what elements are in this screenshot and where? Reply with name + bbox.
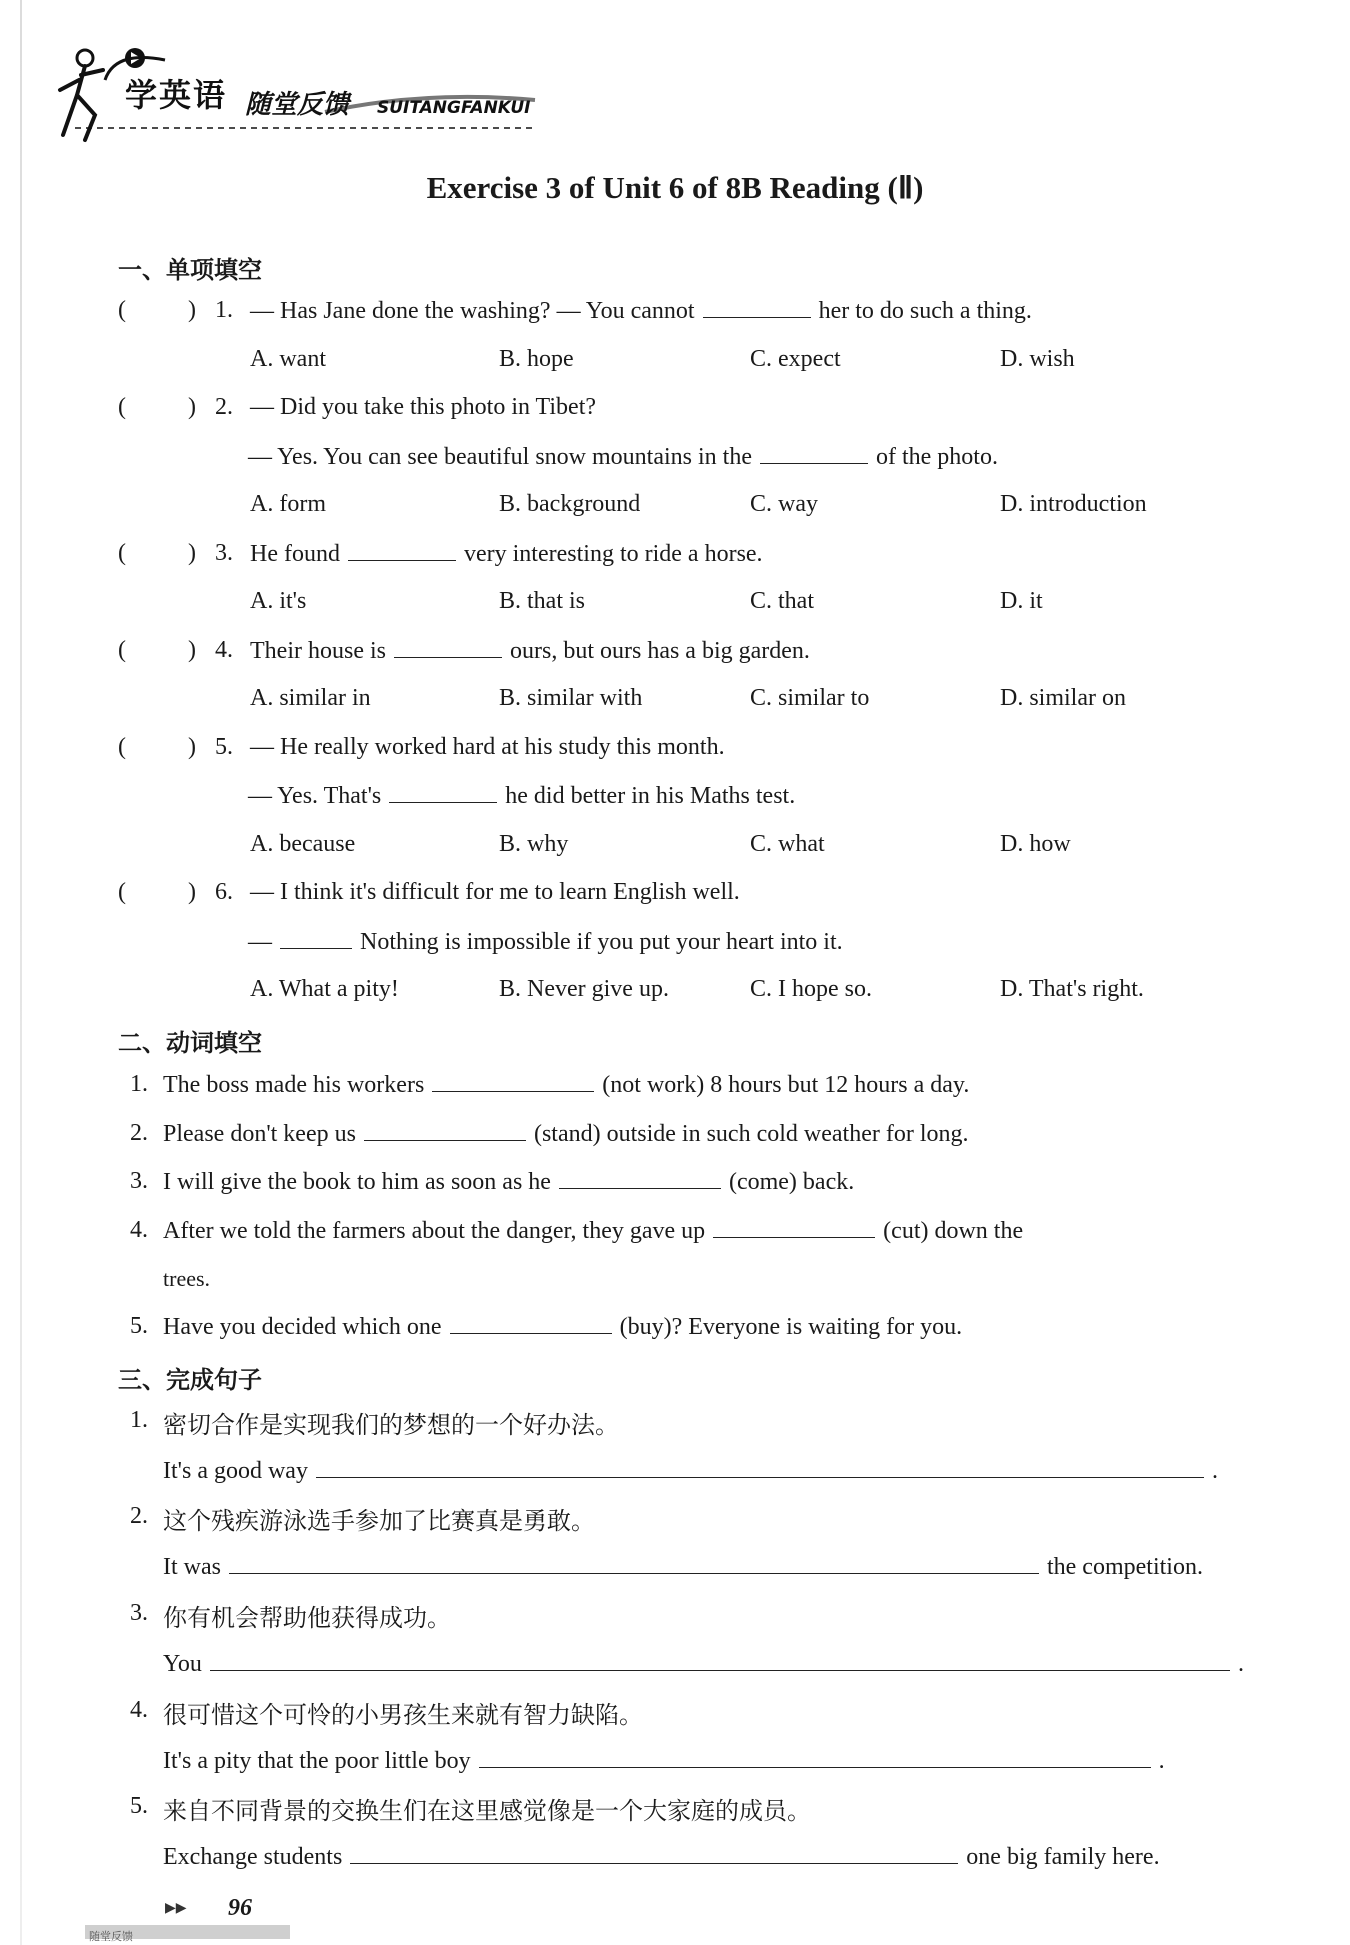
translation-start: It was: [163, 1554, 221, 1580]
page-edge: [20, 0, 22, 1945]
translation-line: [163, 1551, 1203, 1581]
item-text-part: Have you decided which one: [163, 1314, 442, 1340]
option-a[interactable]: A. it's: [250, 588, 307, 614]
answer-blank[interactable]: [389, 782, 497, 803]
answer-blank[interactable]: [450, 1313, 612, 1334]
option-b[interactable]: B. background: [499, 491, 641, 517]
translation-start: You: [163, 1651, 202, 1677]
answer-blank[interactable]: [432, 1071, 594, 1092]
item-text-part: I will give the book to him as soon as he: [163, 1169, 551, 1195]
item-text-part: (stand) outside in such cold weather for long.: [533, 1121, 969, 1147]
item-number: 4.: [130, 1697, 148, 1723]
item-number: 2.: [130, 1503, 148, 1529]
option-a[interactable]: A. What a pity!: [250, 976, 399, 1002]
question-text-part: — Has Jane done the washing? — You cannot: [250, 298, 695, 324]
option-b[interactable]: B. similar with: [499, 685, 643, 711]
chinese-prompt: 你有机会帮助他获得成功。: [163, 1604, 451, 1632]
question-text-part: — I think it's difficult for me to learn English well.: [250, 879, 740, 905]
question-number: 6.: [215, 879, 233, 905]
answer-blank[interactable]: [210, 1648, 1230, 1671]
question-text-part: He found: [250, 540, 340, 567]
question-text: [250, 637, 810, 665]
item-text: [163, 1120, 969, 1148]
question-text: [250, 540, 763, 568]
answer-bracket[interactable]: ( ): [118, 733, 196, 760]
question-number: 5.: [215, 733, 233, 760]
option-c[interactable]: C. similar to: [750, 685, 870, 711]
option-d[interactable]: D. how: [1000, 830, 1071, 857]
answer-bracket[interactable]: ( ): [118, 636, 196, 663]
translation-start: It's a good way: [163, 1458, 308, 1484]
translation-start: Exchange students: [163, 1844, 343, 1870]
answer-blank[interactable]: [559, 1168, 721, 1189]
brand-chinese-sub: 随堂反馈: [245, 90, 350, 120]
item-text-part: (not work) 8 hours but 12 hours a day.: [602, 1072, 970, 1098]
item-text-cont: trees.: [163, 1266, 211, 1291]
item-text: [163, 1217, 1023, 1245]
item-text: [163, 1071, 969, 1099]
item-text-part: (cut) down the: [883, 1218, 1024, 1244]
option-c[interactable]: C. way: [750, 491, 818, 517]
question-number: 4.: [215, 636, 233, 663]
option-d[interactable]: D. it: [1000, 588, 1043, 614]
option-d[interactable]: D. wish: [1000, 345, 1075, 372]
translation-line: [163, 1841, 1160, 1871]
question-text-part: Nothing is impossible if you put your heart into it.: [360, 928, 843, 955]
question-text: [248, 928, 843, 956]
answer-blank[interactable]: [394, 637, 502, 658]
item-number: 3.: [130, 1168, 148, 1194]
answer-bracket[interactable]: ( ): [118, 394, 196, 420]
item-text: [163, 1168, 854, 1196]
item-number: 5.: [130, 1793, 148, 1819]
chinese-prompt: 密切合作是实现我们的梦想的一个好办法。: [163, 1411, 619, 1439]
question-text-part: ours, but ours has a big garden.: [509, 637, 810, 664]
question-text-part: he did better in his Maths test.: [505, 783, 796, 809]
question-text-part: — Yes. That's: [248, 783, 382, 809]
option-c[interactable]: C. that: [750, 588, 814, 614]
item-number: 1.: [130, 1407, 148, 1433]
answer-blank[interactable]: [229, 1551, 1039, 1574]
translation-end: .: [1158, 1748, 1165, 1774]
translation-end: .: [1211, 1458, 1218, 1484]
question-text: [250, 297, 1032, 325]
option-c[interactable]: C. I hope so.: [750, 976, 872, 1002]
item-text: [163, 1313, 962, 1341]
translation-start: It's a pity that the poor little boy: [163, 1748, 471, 1774]
option-b[interactable]: B. hope: [499, 345, 574, 372]
answer-blank[interactable]: [350, 1841, 958, 1864]
question-text-part: her to do such a thing.: [818, 298, 1032, 324]
option-a[interactable]: A. want: [250, 345, 326, 372]
option-c[interactable]: C. what: [750, 830, 825, 857]
question-text: [250, 879, 740, 906]
question-text-part: very interesting to ride a horse.: [463, 540, 763, 567]
question-text-part: — He really worked hard at his study this month.: [250, 733, 725, 760]
question-text: [250, 734, 725, 761]
translation-line: [163, 1455, 1218, 1485]
chinese-prompt: 很可惜这个可怜的小男孩生来就有智力缺陷。: [163, 1701, 643, 1729]
question-text: [248, 782, 795, 810]
translation-end: the competition.: [1046, 1554, 1203, 1580]
item-number: 1.: [130, 1071, 148, 1097]
question-text-part: of the photo.: [875, 443, 998, 470]
section3-heading: 三、完成句子: [118, 1366, 262, 1394]
question-text-part: —: [248, 928, 272, 955]
section1-heading: 一、单项填空: [118, 256, 262, 284]
answer-blank[interactable]: [316, 1455, 1204, 1478]
translation-line: [163, 1648, 1244, 1678]
item-text-part: (come) back.: [728, 1169, 855, 1195]
question-text-part: — Yes. You can see beautiful snow mountains in the: [248, 443, 752, 470]
item-number: 5.: [130, 1313, 148, 1339]
option-d[interactable]: D. That's right.: [1000, 976, 1144, 1002]
item-text-part: (buy)? Everyone is waiting for you.: [619, 1314, 963, 1340]
item-number: 4.: [130, 1217, 148, 1243]
item-number: 2.: [130, 1120, 148, 1146]
brand-chinese: 学英语: [125, 76, 228, 114]
option-a[interactable]: A. similar in: [250, 685, 371, 711]
option-b[interactable]: B. that is: [499, 588, 586, 614]
answer-blank[interactable]: [348, 540, 456, 561]
item-number: 3.: [130, 1600, 148, 1626]
page-number: 96: [228, 1895, 252, 1921]
translation-end: one big family here.: [966, 1844, 1160, 1870]
question-number: 2.: [215, 394, 233, 420]
item-text-part: After we told the farmers about the danger, they gave up: [163, 1218, 706, 1244]
chinese-prompt: 来自不同背景的交换生们在这里感觉像是一个大家庭的成员。: [163, 1797, 811, 1825]
option-d[interactable]: D. similar on: [1000, 685, 1126, 711]
page-title: Exercise 3 of Unit 6 of 8B Reading (Ⅱ): [426, 170, 924, 205]
chinese-prompt: 这个残疾游泳选手参加了比赛真是勇敢。: [163, 1507, 595, 1535]
answer-blank[interactable]: [479, 1745, 1151, 1768]
header-logo: [55, 40, 555, 150]
question-text-part: Their house is: [250, 637, 386, 664]
answer-bracket[interactable]: ( ): [118, 297, 196, 323]
option-a[interactable]: A. because: [250, 830, 356, 857]
answer-blank[interactable]: [703, 297, 811, 318]
arrow-icon: ▶▶: [165, 1900, 187, 1916]
option-c[interactable]: C. expect: [750, 345, 841, 372]
option-b[interactable]: B. Never give up.: [499, 976, 669, 1002]
item-text-part: Please don't keep us: [163, 1121, 356, 1147]
brand-pinyin: SUITANGFANKUI: [377, 98, 531, 118]
question-text: [250, 394, 596, 421]
question-text: [248, 443, 998, 471]
answer-blank[interactable]: [364, 1120, 526, 1141]
answer-blank[interactable]: [280, 928, 352, 949]
question-number: 1.: [215, 297, 233, 323]
footer-bar-text: 随堂反馈: [89, 1930, 133, 1943]
question-number: 3.: [215, 539, 233, 566]
answer-bracket[interactable]: ( ): [118, 879, 196, 905]
translation-line: [163, 1745, 1165, 1775]
answer-blank[interactable]: [760, 443, 868, 464]
answer-bracket[interactable]: ( ): [118, 539, 196, 566]
question-text-part: — Did you take this photo in Tibet?: [250, 394, 597, 420]
item-text-part: The boss made his workers: [163, 1072, 425, 1098]
answer-blank[interactable]: [713, 1217, 875, 1238]
translation-end: .: [1237, 1651, 1244, 1677]
section2-heading: 二、动词填空: [118, 1029, 262, 1057]
footer-bar: [85, 1925, 290, 1943]
option-b[interactable]: B. why: [499, 830, 569, 857]
option-a[interactable]: A. form: [250, 491, 326, 517]
option-d[interactable]: D. introduction: [1000, 491, 1147, 517]
